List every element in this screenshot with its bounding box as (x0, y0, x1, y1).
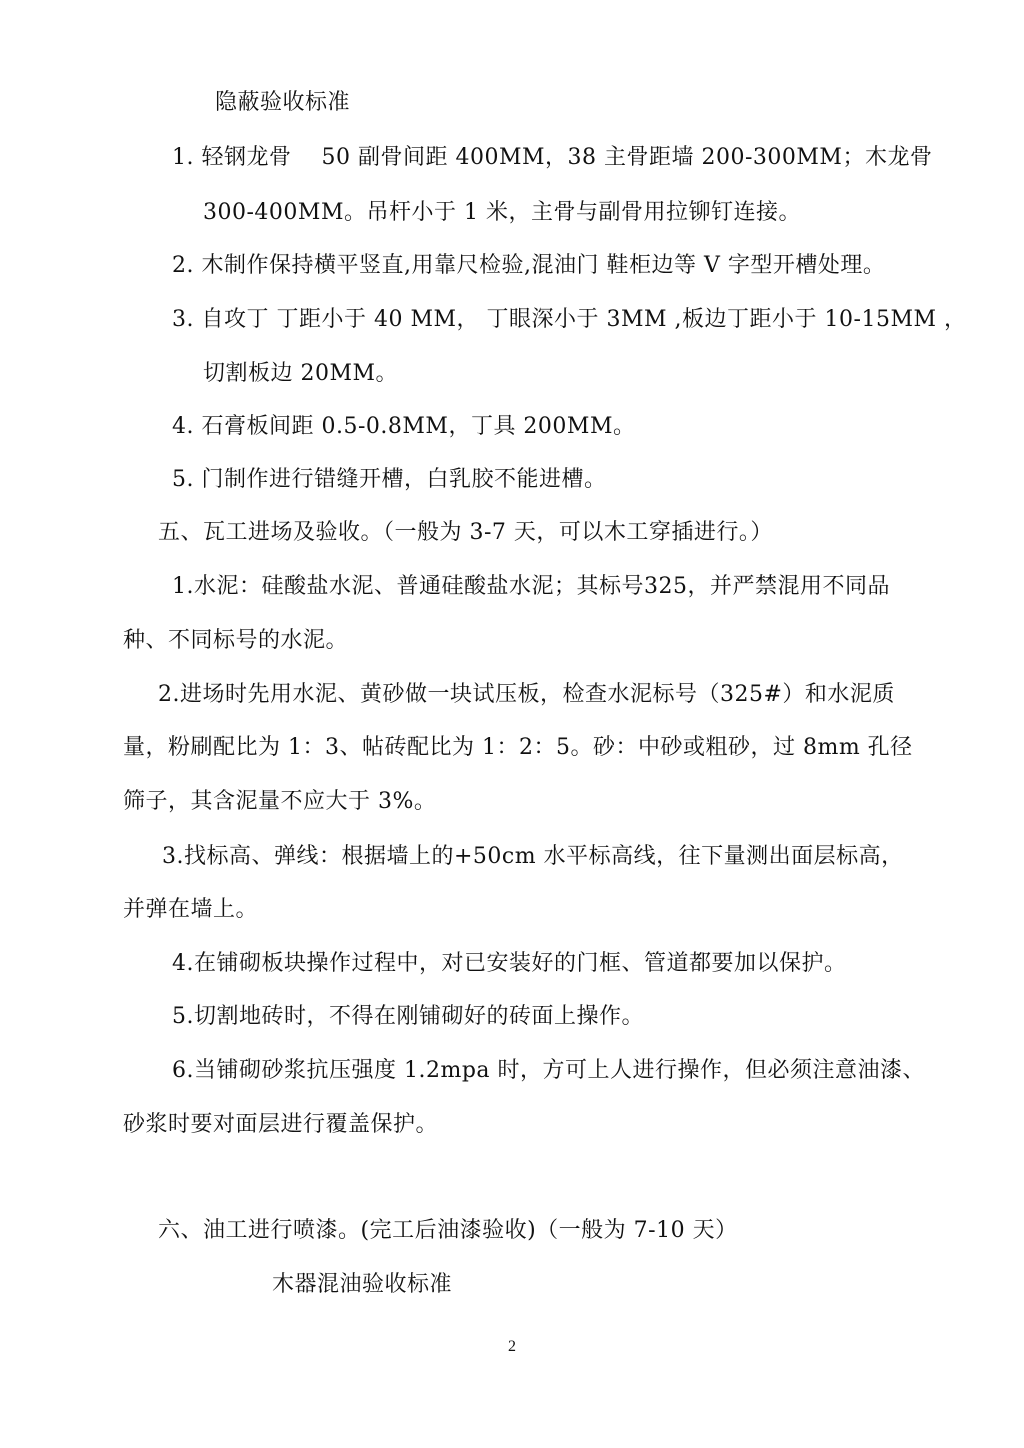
paragraph-line: 4.在铺砌板块操作过程中，对已安装好的门框、管道都要加以保护。 (172, 951, 847, 976)
paragraph-line: 筛子，其含泥量不应大于 3%。 (123, 789, 437, 814)
page-number: 2 (508, 1338, 516, 1355)
heading-paint-acceptance: 木器混油验收标准 (272, 1272, 453, 1297)
section-heading-tiling: 五、瓦工进场及验收。（一般为 3-7 天，可以木工穿插进行。） (158, 520, 773, 545)
paragraph-line: 并弹在墙上。 (123, 897, 259, 922)
paragraph-line: 2.进场时先用水泥、黄砂做一块试压板，检查水泥标号（325#）和水泥质 (158, 682, 895, 707)
section-heading-painting: 六、油工进行喷漆。(完工后油漆验收)（一般为 7-10 天） (158, 1218, 738, 1243)
paragraph-line: 6.当铺砌砂浆抗压强度 1.2mpa 时，方可上人进行操作，但必须注意油漆、 (172, 1058, 926, 1083)
paragraph-line: 1.水泥：硅酸盐水泥、普通硅酸盐水泥；其标号325，并严禁混用不同品 (172, 574, 890, 599)
paragraph-line: 砂浆时要对面层进行覆盖保护。 (123, 1112, 439, 1137)
paragraph-line: 2. 木制作保持横平竖直,用靠尺检验,混油门 鞋柜边等 V 字型开槽处理。 (172, 253, 886, 278)
paragraph-line: 3.找标高、弹线：根据墙上的+50cm 水平标高线，往下量测出面层标高， (162, 844, 904, 869)
paragraph-line: 1. 轻钢龙骨 50 副骨间距 400MM，38 主骨距墙 200-300MM；木龙骨 (172, 145, 933, 170)
paragraph-line: 种、不同标号的水泥。 (123, 628, 349, 653)
paragraph-line: 300-400MM。吊杆小于 1 米，主骨与副骨用拉铆钉连接。 (203, 200, 801, 225)
paragraph-line: 5.切割地砖时，不得在刚铺砌好的砖面上操作。 (172, 1004, 644, 1029)
paragraph-line: 5. 门制作进行错缝开槽，白乳胶不能进槽。 (172, 467, 607, 492)
paragraph-line: 3. 自攻丁 丁距小于 40 MM， 丁眼深小于 3MM ,板边丁距小于 10-15MM ， (172, 307, 967, 332)
paragraph-line: 切割板边 20MM。 (203, 361, 399, 386)
heading-hidden-acceptance: 隐蔽验收标准 (215, 90, 351, 115)
paragraph-line: 量，粉刷配比为 1：3、帖砖配比为 1：2：5。砂：中砂或粗砂，过 8mm 孔径 (123, 735, 913, 760)
paragraph-line: 4. 石膏板间距 0.5-0.8MM，丁具 200MM。 (172, 414, 636, 439)
